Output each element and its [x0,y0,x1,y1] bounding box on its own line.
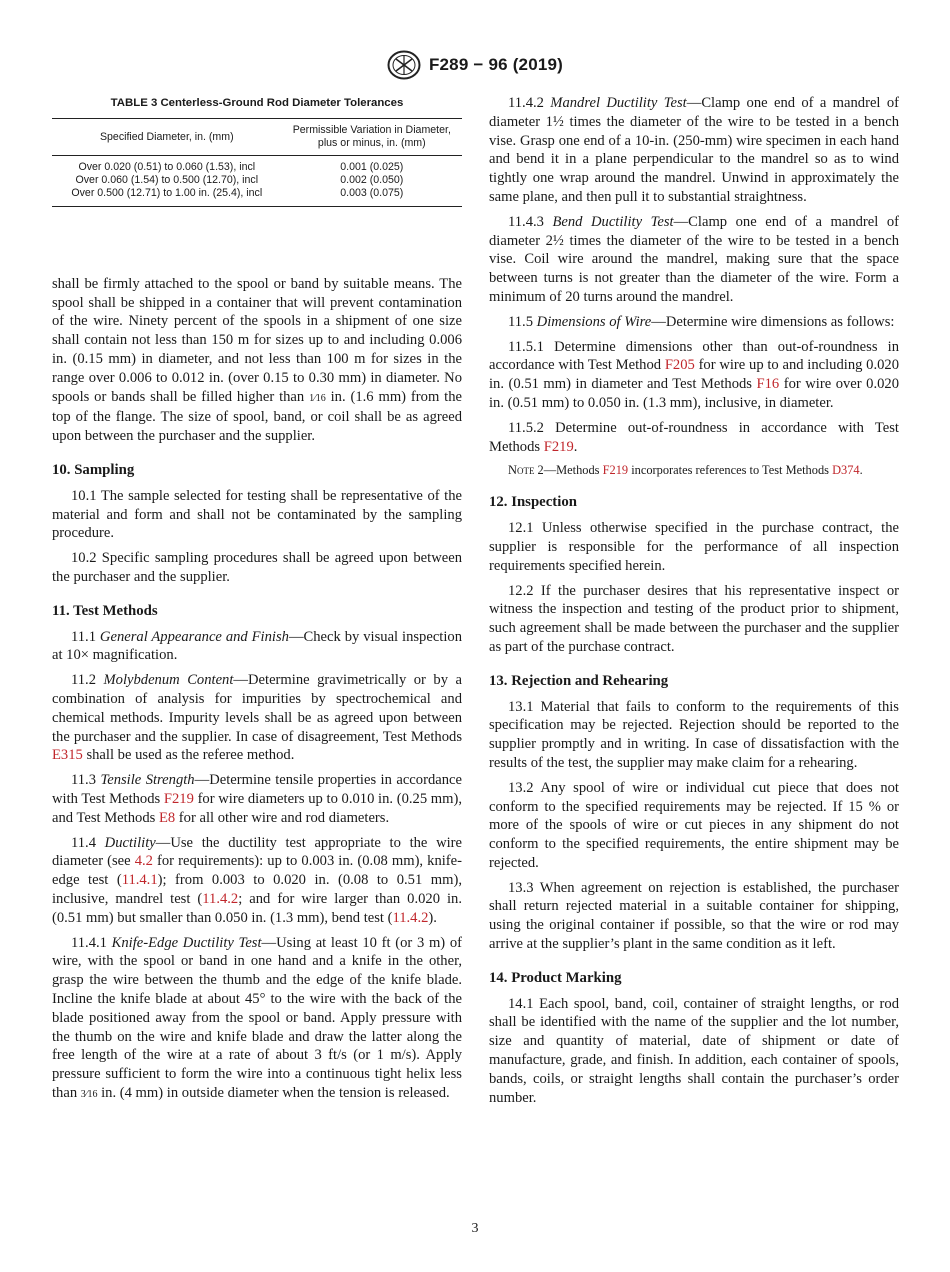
cell-diameter: Over 0.500 (12.71) to 1.00 in. (25.4), incl [52,187,282,206]
table-caption: TABLE 3 Centerless-Ground Rod Diameter Tolerances [110,97,404,109]
col-header-diameter: Specified Diameter, in. (mm) [52,118,282,155]
link-11-4-2[interactable]: 11.4.2 [202,890,239,907]
tolerance-table [52,118,462,207]
paragraph-10-1: 10.1 The sample selected for testing shall be representative of the material and form and shall not be contaminated by the sampling procedure. [52,487,462,542]
page-header [0,50,950,85]
link-e8[interactable]: E8 [158,809,176,826]
table-row [52,155,462,174]
paragraph-13-1: 13.1 Material that fails to conform to the requirements of this specification may be rejected. Rejection should be reported to the supplier promptly and in writing. In case of dissatisfaction with the results of the test, the supplier may make claim for a rehearing. [489,698,899,771]
col-header-variation: Permissible Variation in Diameter, plus or minus, in. (mm) [282,118,462,155]
table-row [52,187,462,206]
paragraph-11-1: 11.1 General Appearance and Finish—Check by visual inspection at 10× magnification. [52,628,463,664]
paragraph-11-4-2: 11.4.2 Mandrel Ductility Test—Clamp one end of a mandrel of diameter 1½ times the diameter of the wire to be tested in a bench vise. Grasp one end of a 10-in. (250-mm) wire specimen in each hand and bend it in a plane perpendicular to the mandrel so as to wind tightly one wrap around the mandrel. Unwind in approximately the same plane, and then pull it to substantial straightness. [489,95,899,205]
link-f219[interactable]: F219 [163,790,194,807]
cell-variation: 0.003 (0.075) [282,187,462,206]
paragraph-13-3: 13.3 When agreement on rejection is established, the purchaser shall return rejected material in a suitable container for shipping, using the original container if possible, so that the wire or rod may arrive at the supplier’s plant in the same condition as it left. [489,879,899,953]
paragraph-12-2: 12.2 If the purchaser desires that his representative inspect or witness the inspection and testing of the product prior to shipment, such agreement shall be made between the purchaser and the supplier as part of the purchase contract. [489,582,899,655]
link-d374[interactable]: D374 [832,463,860,478]
section-heading-test-methods: 11. Test Methods [52,602,158,619]
paragraph-11-4-3: 11.4.3 Bend Ductility Test—Clamp one end of a mandrel of diameter 2½ times the diameter of the wire to be tested in a bench vise. Coil wire around the mandrel, making sure that the space between turns is not greater than the diameter of the wire. Form a minimum of 20 turns around the mandrel. [489,213,899,305]
cell-variation: 0.002 (0.050) [340,174,404,187]
table-3 [52,94,462,207]
right-column [489,94,899,1113]
paragraph-spool-continued: shall be firmly attached to the spool or band by suitable means. The spool shall be shipped in a container that will prevent contamination of the wire. Ninety percent of the spools in a shipment of one size shall contain not less than 150 m for sizes up to and including 0.006 in. (0.15 mm) in diameter, and not less than 100 m for sizes in the range over 0.006 to 0.012 in. (over 0.15 to 0.30 mm) in diameter. No spools or bands shall be filled higher than 1⁄16 in. (1.6 mm) from the top of the flange. The size of spool, band, or coil shall be as agreed upon between the purchaser and the supplier. [52,275,462,445]
astm-logo-icon [387,50,421,80]
document-designation: F289 − 96 (2019) [428,55,564,74]
section-heading-sampling: 10. Sampling [52,462,135,478]
link-4-2[interactable]: 4.2 [134,853,153,870]
cell-variation: 0.001 (0.025) [340,160,404,173]
paragraph-11-5-2: 11.5.2 Determine out-of-roundness in accordance with Test Methods F219. [489,419,899,455]
paragraph-14-1: 14.1 Each spool, band, coil, container of straight lengths, or rod shall be identified with the name of the supplier and the lot number, size and quantity of material, date of shipment or date of manufacture, grade, and finish. In addition, each container of spools, bands, coils, or straight lengths shall contain the purchaser’s order number. [489,995,899,1106]
link-f205[interactable]: F205 [664,357,695,374]
left-column [52,94,462,1111]
cell-diameter: Over 0.060 (1.54) to 0.500 (12.70), incl [75,174,259,187]
note-2: Note 2—Methods F219 incorporates references to Test Methods D374. [508,463,863,478]
paragraph-11-4: 11.4 Ductility—Use the ductility test appropriate to the wire diameter (see 4.2 for requirements): up to 0.003 in. (0.08 mm), knife-edge test (11.4.1); from 0.003 to 0.020 in. (0.08 to 0.51 mm), inclusive, mandrel test (11.4.2; and for wire larger than 0.020 in. (0.51 mm) but smaller than 0.050 in. (1.3 mm), bend test (11.4.2). [52,834,463,926]
table-header-row [52,118,462,155]
paragraph-13-2: 13.2 Any spool of wire or individual cut piece that does not conform to the specified requirements may be rejected. If 15 % or more of the spools of wire or cut pieces in any shipment do not conform to the specified requirements, the entire shipment may be rejected. [489,779,899,871]
page-number: 3 [471,1221,479,1236]
cell-diameter: Over 0.020 (0.51) to 0.060 (1.53), incl [78,160,256,173]
link-11-4-1[interactable]: 11.4.1 [121,872,158,889]
paragraph-11-5: 11.5 Dimensions of Wire—Determine wire dimensions as follows: [508,313,895,330]
paragraph-11-3: 11.3 Tensile Strength—Determine tensile properties in accordance with Test Methods F219 for wire diameters up to 0.010 in. (0.25 mm), and Test Methods E8 for all other wire and rod diameters. [52,772,463,826]
link-f219-roundness[interactable]: F219 [543,438,574,455]
link-f219-note[interactable]: F219 [602,463,629,478]
link-f16[interactable]: F16 [756,376,780,393]
link-11-4-2-bend[interactable]: 11.4.2 [392,909,429,926]
paragraph-11-2: 11.2 Molybdenum Content—Determine gravimetrically or by a combination of analysis for impurities by spectrochemical and chemical methods. Impurity levels shall be as agreed upon between the purchaser and the supplier. In case of disagreement, Test Methods E315 shall be used as the referee method. [52,672,462,764]
paragraph-11-5-1: 11.5.1 Determine dimensions other than out-of-roundness in accordance with Test Method F205 for wire up to and including 0.020 in. (0.51 mm) in diameter and Test Methods F16 for wire over 0.020 in. (0.51 mm) to 0.050 in. (1.3 mm), inclusive, in diameter. [489,338,900,411]
paragraph-10-2: 10.2 Specific sampling procedures shall be agreed upon between the purchaser and the supplier. [52,550,462,585]
section-heading-rejection: 13. Rejection and Rehearing [489,672,669,689]
section-heading-product-marking: 14. Product Marking [489,969,622,986]
section-heading-inspection: 12. Inspection [489,494,577,511]
paragraph-11-4-1: 11.4.1 Knife-Edge Ductility Test—Using at least 10 ft (or 3 m) of wire, with the spool or band in one hand and a knife in the other, grasp the wire between the thumb and the edge of the knife blade. Incline the knife blade at about 45° to the wire with the back of the blade positioned away from the spool or band. Apply pressure with the thumb on the wire and knife blade and draw the latter along the free length of the wire at a rate of about 3 ft/s (or 1 m/s). Apply pressure sufficient to form the wire into a continuous tight helix less than 3⁄16 in. (4 mm) in outside diameter when the tension is released. [52,934,463,1101]
link-e315[interactable]: E315 [52,747,83,764]
table-row [52,174,462,187]
paragraph-12-1: 12.1 Unless otherwise specified in the purchase contract, the supplier is responsible for the performance of all inspection requirements specified herein. [489,520,899,574]
